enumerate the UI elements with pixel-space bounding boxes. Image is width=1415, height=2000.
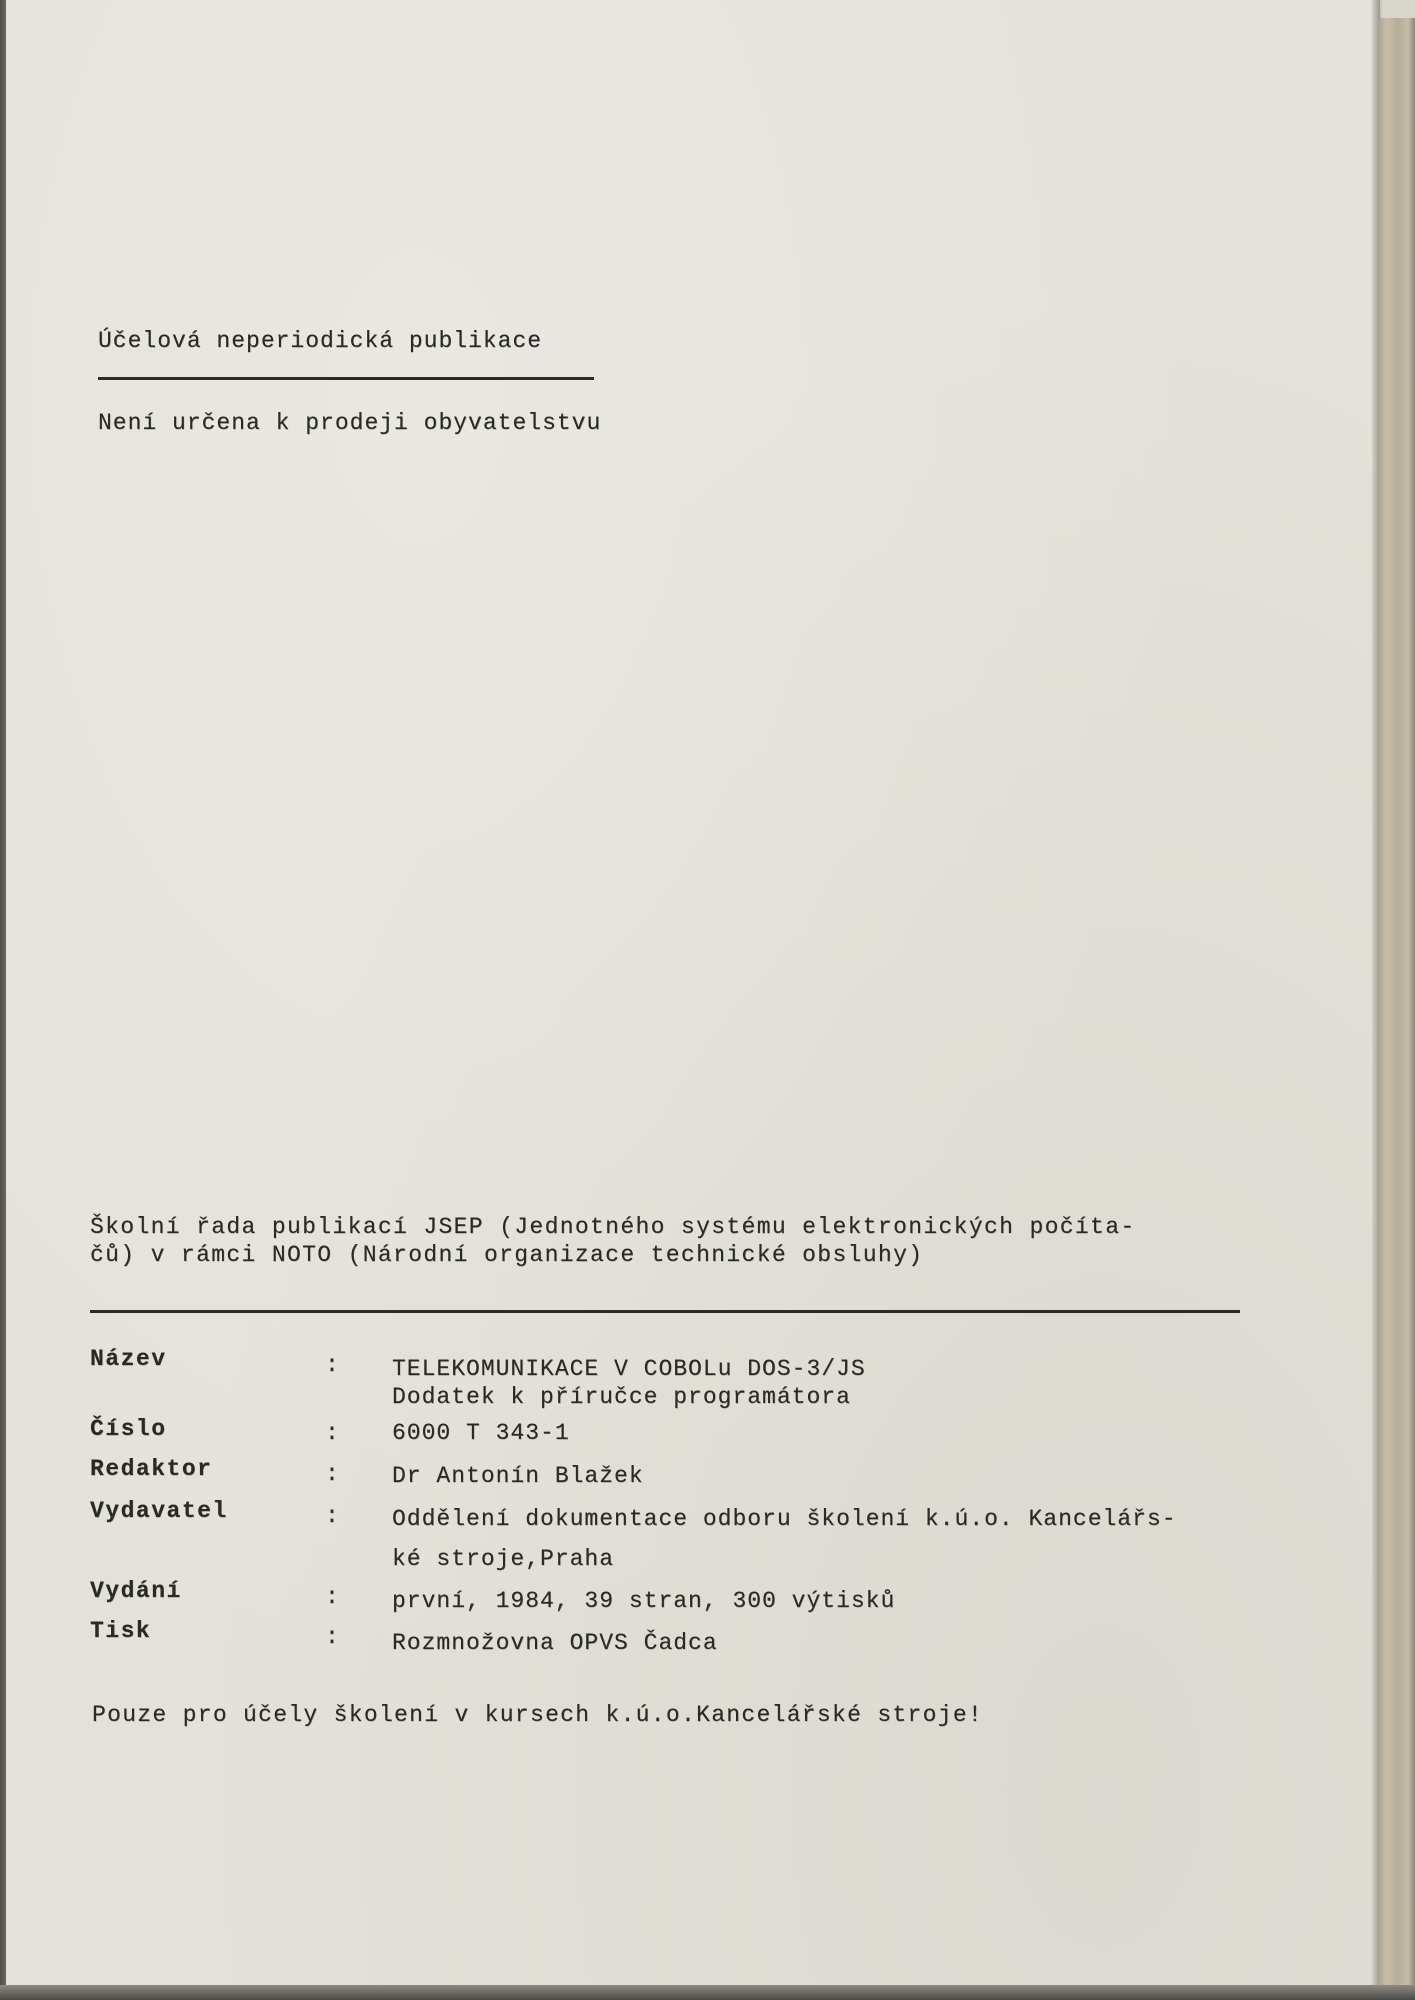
value-redaktor: Dr Antonín Blažek <box>392 1463 644 1489</box>
label-redaktor: Redaktor <box>90 1456 213 1482</box>
value-cislo: 6000 T 343-1 <box>392 1420 570 1446</box>
series-separator-rule <box>90 1310 1240 1313</box>
not-for-sale-line: Není určena k prodeji obyvatelstvu <box>98 410 602 436</box>
value-vydavatel-1: Oddělení dokumentace odboru školení k.ú.o. Kancelářs- <box>392 1506 1177 1532</box>
value-tisk: Rozmnožovna OPVS Čadca <box>392 1630 718 1656</box>
value-vydavatel-2: ké stroje,Praha <box>392 1546 615 1572</box>
colon-nazev: : <box>325 1352 340 1378</box>
series-line-2: čů) v rámci NOTO (Národní organizace technické obsluhy) <box>90 1242 924 1268</box>
publication-type-line: Účelová neperiodická publikace <box>98 328 543 354</box>
value-vydani: první, 1984, 39 stran, 300 výtisků <box>392 1588 896 1614</box>
label-cislo: Číslo <box>90 1416 167 1442</box>
series-line-1: Školní řada publikací JSEP (Jednotného systému elektronických počíta- <box>90 1214 1136 1240</box>
label-nazev: Název <box>90 1346 167 1372</box>
bottom-edge <box>0 1985 1415 2000</box>
colon-vydavatel: : <box>325 1503 340 1529</box>
value-nazev-2: Dodatek k příručce programátora <box>392 1384 851 1410</box>
value-nazev-1: TELEKOMUNIKACE V COBOLu DOS-3/JS <box>392 1356 866 1382</box>
label-vydani: Vydání <box>90 1578 182 1604</box>
book-spine <box>1378 18 1415 1993</box>
training-only-note: Pouze pro účely školení v kursech k.ú.o.Kancelářské stroje! <box>92 1702 984 1728</box>
colon-redaktor: : <box>325 1461 340 1487</box>
colon-tisk: : <box>325 1624 340 1650</box>
colon-vydani: : <box>325 1584 340 1610</box>
document-page <box>6 0 1378 1985</box>
label-tisk: Tisk <box>90 1618 152 1644</box>
header-underline <box>98 377 594 380</box>
label-vydavatel: Vydavatel <box>90 1498 228 1524</box>
colon-cislo: : <box>325 1420 340 1446</box>
